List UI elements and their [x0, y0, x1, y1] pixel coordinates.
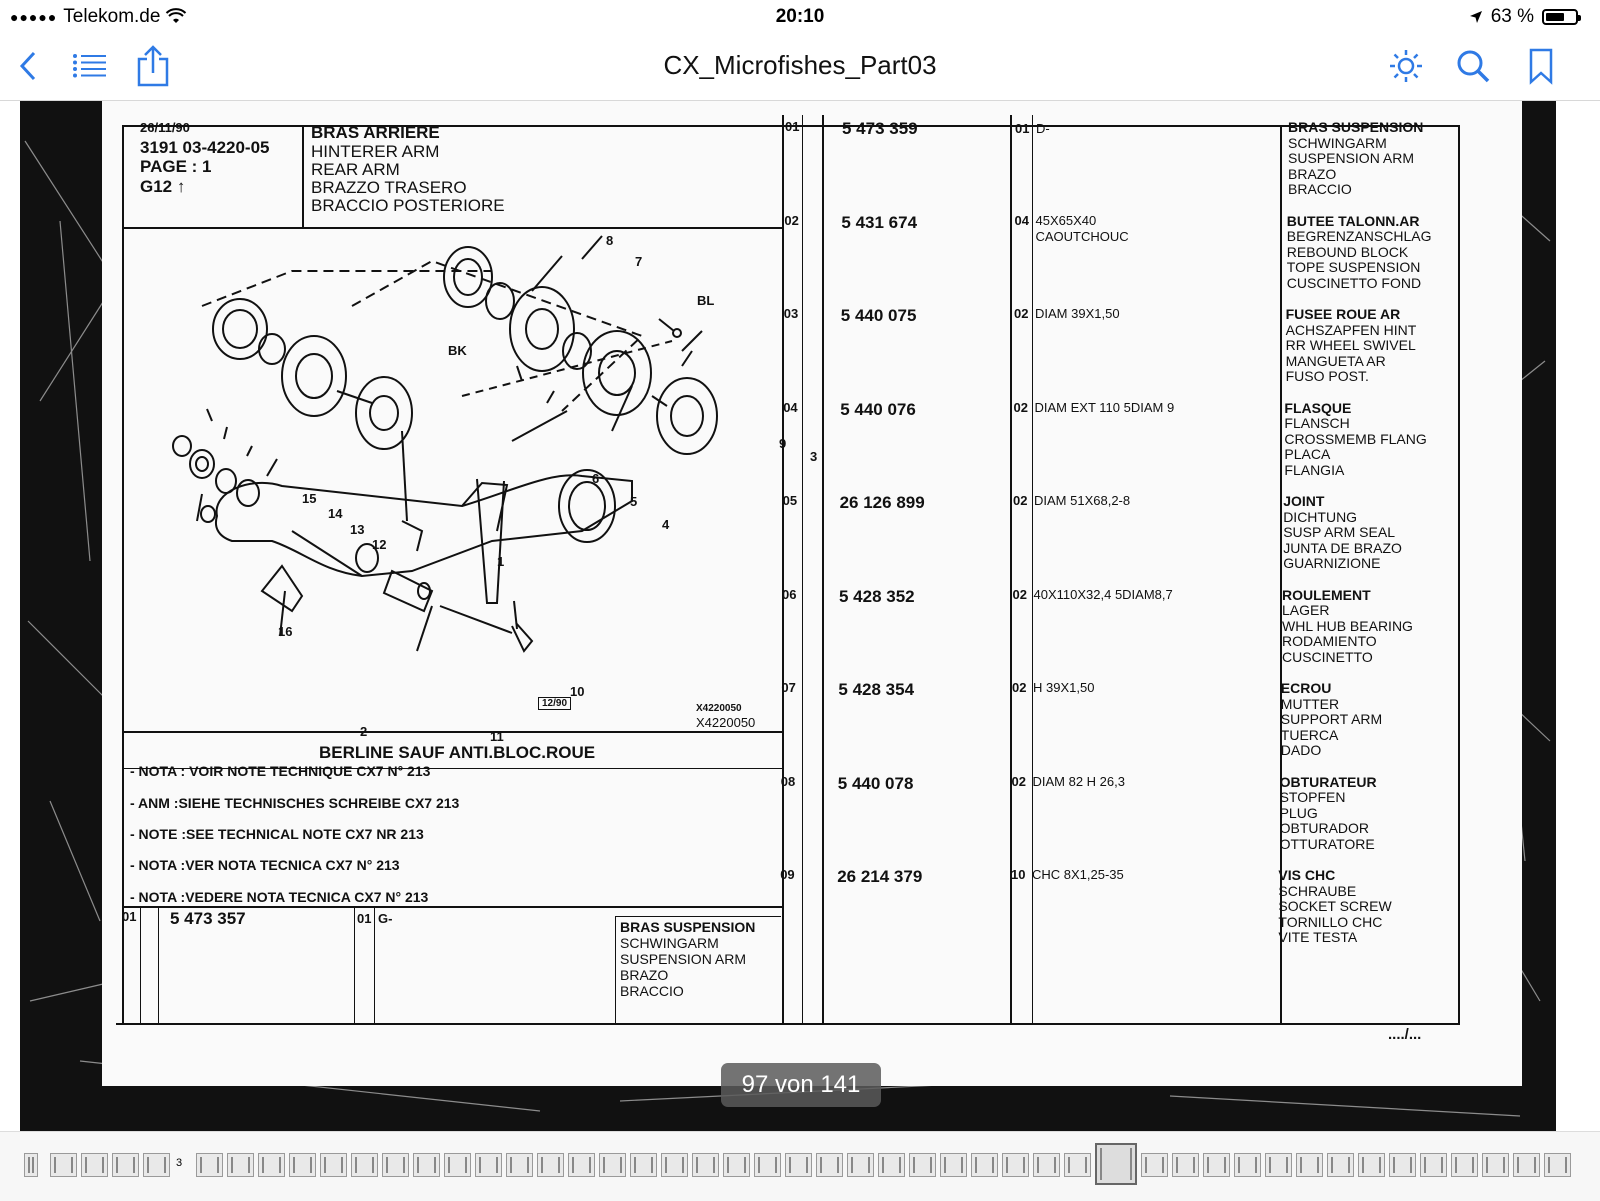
navigation-bar — [0, 34, 1600, 101]
page-thumbnail[interactable] — [1265, 1153, 1292, 1177]
location-arrow-icon — [1469, 10, 1483, 24]
parts-catalog-page — [102, 101, 1522, 1086]
part-description: CUSCINETTO FOND — [1286, 274, 1422, 291]
part-description: SCHRAUBE — [1278, 882, 1357, 899]
page-thumbnail[interactable] — [1002, 1153, 1029, 1177]
part-description: PLUG — [1279, 804, 1318, 821]
note-fr: - NOTA : VOIR NOTE TECHNIQUE CX7 N° 213 — [130, 763, 431, 779]
bottom-row-desc-en: SUSPENSION ARM — [620, 951, 747, 967]
page-thumbnail[interactable] — [723, 1153, 750, 1177]
current-page-thumbnail[interactable] — [1095, 1143, 1137, 1185]
part-description: SUSPENSION ARM — [1288, 150, 1415, 166]
part-item-number: 02 — [784, 212, 799, 228]
part-description: ACHSZAPFEN HINT — [1285, 321, 1417, 338]
diagram-label-2: 2 — [360, 724, 368, 739]
part-description: FUSO POST. — [1285, 368, 1369, 384]
part-number: 5 428 354 — [838, 680, 915, 699]
part-description: BRACCIO — [1288, 181, 1352, 197]
part-description: OTTURATORE — [1279, 835, 1375, 852]
part-spec: D- — [1036, 121, 1050, 136]
part-description: MANGUETA AR — [1285, 352, 1386, 369]
page-thumbnail[interactable] — [382, 1153, 409, 1177]
part-quantity: 04 — [1014, 212, 1029, 228]
part-description: SCHWINGARM — [1288, 134, 1387, 151]
page-thumbnail[interactable] — [1296, 1153, 1323, 1177]
page-thumbnail[interactable] — [661, 1153, 688, 1177]
doc-page-number: PAGE : 1 — [140, 157, 212, 176]
part-quantity: 01 — [1015, 121, 1030, 136]
page-thumbnail[interactable] — [1327, 1153, 1354, 1177]
diagram-label-5: 5 — [630, 494, 638, 509]
document-page — [102, 101, 1522, 1086]
continuation-mark: ..../... — [1388, 1026, 1422, 1043]
diagram-label-14: 14 — [328, 506, 343, 521]
part-description: RODAMIENTO — [1282, 633, 1377, 649]
diagram-label-9: 9 — [779, 436, 787, 451]
part-number: 5 473 359 — [842, 119, 918, 138]
status-bar — [0, 0, 1600, 34]
diagram-label-bk: BK — [448, 343, 467, 358]
brightness-button[interactable] — [1384, 44, 1428, 88]
bottom-row-desc-it: BRACCIO — [620, 983, 684, 999]
page-thumbnail[interactable] — [785, 1153, 812, 1177]
part-description: VIS CHC — [1278, 867, 1336, 883]
part-description: SUSP ARM SEAL — [1283, 524, 1395, 540]
search-icon — [1455, 48, 1491, 84]
doc-title-de: HINTERER ARM — [311, 142, 440, 161]
part-number: 5 440 076 — [840, 399, 916, 419]
page-thumbnail[interactable] — [196, 1153, 223, 1177]
bookmark-icon — [1528, 48, 1554, 84]
diagram-label-6: 6 — [592, 471, 600, 486]
clock: 20:10 — [775, 6, 825, 27]
part-description: LAGER — [1282, 602, 1330, 618]
diagram-label-11: 11 — [490, 729, 504, 744]
part-description: FLANGIA — [1284, 461, 1345, 478]
page-thumbnail[interactable] — [1389, 1153, 1416, 1177]
part-spec: CHC 8X1,25-35 — [1032, 867, 1124, 882]
carrier-name: Telekom.de — [63, 6, 161, 27]
bottom-row-part-number: 5 473 357 — [170, 909, 246, 928]
page-thumbnail[interactable] — [1358, 1153, 1385, 1177]
part-number: 5 440 078 — [837, 773, 914, 793]
page-thumbnail[interactable] — [971, 1153, 998, 1177]
part-number: 5 431 674 — [841, 212, 918, 232]
note-de: - ANM :SIEHE TECHNISCHES SCHREIBE CX7 213 — [130, 795, 460, 811]
bottom-row-desc-es: BRAZO — [620, 967, 669, 983]
page-thumbnail[interactable] — [847, 1153, 874, 1177]
part-description: MUTTER — [1280, 695, 1340, 712]
diagram-label-1: 1 — [497, 554, 505, 569]
bottom-row-desc-de: SCHWINGARM — [620, 935, 719, 951]
brightness-icon — [1388, 48, 1424, 84]
part-number: 5 428 352 — [839, 586, 915, 606]
page-thumbnail[interactable] — [112, 1153, 139, 1177]
battery-level-fill — [1546, 13, 1564, 21]
diagram-ref-box: 12/90 — [538, 697, 571, 710]
part-description: PLACA — [1284, 446, 1331, 462]
doc-grid-ref: G12 ↑ — [140, 177, 186, 196]
page-thumbnail[interactable] — [1203, 1153, 1230, 1177]
page-thumbnail-strip[interactable] — [0, 1131, 1600, 1201]
section-title: BERLINE SAUF ANTI.BLOC.ROUE — [319, 743, 596, 762]
diagram-label-7: 7 — [635, 254, 643, 269]
part-quantity: 02 — [1012, 680, 1027, 695]
part-item-number: 08 — [780, 773, 796, 789]
part-item-number: 09 — [780, 867, 795, 882]
page-thumbnail[interactable] — [1420, 1153, 1447, 1177]
page-thumbnail[interactable] — [506, 1153, 533, 1177]
part-quantity: 02 — [1013, 399, 1028, 415]
part-description: FLASQUE — [1284, 399, 1352, 416]
battery-percent: 63 % — [1490, 6, 1534, 27]
part-quantity: 02 — [1014, 306, 1029, 321]
page-thumbnail[interactable] — [878, 1153, 905, 1177]
diagram-label-4: 4 — [662, 517, 670, 532]
page-thumbnail[interactable] — [1544, 1153, 1571, 1177]
doc-title-fr: BRAS ARRIERE — [311, 123, 440, 142]
part-description: DICHTUNG — [1283, 508, 1358, 525]
part-number: 26 214 379 — [837, 867, 923, 886]
page-thumbnail[interactable] — [1482, 1153, 1509, 1177]
note-es: - NOTA :VER NOTA TECNICA CX7 N° 213 — [130, 857, 400, 873]
diagram-code-b: X4220050 — [696, 715, 756, 730]
doc-reference: 3191 03-4220-05 — [140, 138, 270, 157]
page-thumbnail[interactable] — [1234, 1153, 1261, 1177]
page-thumbnail[interactable] — [909, 1153, 936, 1177]
note-it: - NOTA :VEDERE NOTA TECNICA CX7 N° 213 — [130, 889, 429, 905]
part-description: TORNILLO CHC — [1278, 913, 1383, 930]
part-description: BRAS SUSPENSION — [1288, 119, 1424, 135]
page-thumbnail[interactable] — [1064, 1153, 1091, 1177]
page-thumbnail[interactable] — [630, 1153, 657, 1177]
part-description: GUARNIZIONE — [1283, 555, 1381, 571]
part-description: RR WHEEL SWIVEL — [1285, 337, 1416, 353]
part-spec: H 39X1,50 — [1033, 680, 1095, 695]
part-description: BRAZO — [1288, 165, 1337, 182]
page-thumbnail[interactable] — [289, 1153, 316, 1177]
part-description: BEGRENZANSCHLAG — [1286, 228, 1432, 244]
diagram-label-3: 3 — [810, 449, 818, 464]
part-number: 26 126 899 — [839, 493, 925, 512]
page-thumbnail[interactable] — [320, 1153, 347, 1177]
bottom-row-item: 01 — [122, 909, 137, 924]
doc-title-it: BRACCIO POSTERIORE — [311, 196, 505, 215]
part-spec: DIAM 82 H 26,3 — [1032, 773, 1125, 789]
page-thumbnail[interactable] — [816, 1153, 843, 1177]
page-thumbnail[interactable] — [754, 1153, 781, 1177]
page-thumbnail[interactable] — [351, 1153, 378, 1177]
part-description: OBTURATEUR — [1279, 773, 1377, 790]
part-description: SOCKET SCREW — [1278, 898, 1392, 914]
doc-title-es: BRAZZO TRASERO — [311, 178, 467, 197]
document-title: CX_Microfishes_Part03 — [663, 50, 937, 80]
part-quantity: 02 — [1013, 493, 1028, 508]
part-description: JUNTA DE BRAZO — [1283, 539, 1402, 556]
page-thumbnail[interactable] — [1033, 1153, 1060, 1177]
diagram-label-15: 15 — [302, 491, 317, 506]
part-description: DADO — [1280, 742, 1322, 758]
part-item-number: 04 — [783, 399, 798, 415]
diagram-label-8: 8 — [606, 233, 614, 248]
diagram-label-13: 13 — [350, 522, 365, 537]
page-indicator: 97 von 141 — [721, 1063, 881, 1107]
part-item-number: 06 — [782, 586, 797, 602]
part-description: OBTURADOR — [1279, 820, 1370, 836]
part-description: FUSEE ROUE AR — [1285, 306, 1401, 322]
part-description: ROULEMENT — [1282, 586, 1371, 603]
page-thumbnail[interactable] — [1172, 1153, 1199, 1177]
diagram-label-12: 12 — [372, 537, 387, 552]
page-thumbnail[interactable] — [568, 1153, 595, 1177]
bottom-row-qty: 01 — [357, 911, 372, 926]
doc-date: 26/11/90 — [140, 120, 190, 135]
page-thumbnail[interactable] — [1451, 1153, 1478, 1177]
part-description: CUSCINETTO — [1282, 648, 1373, 665]
diagram-label-bl: BL — [697, 293, 715, 308]
part-item-number: 01 — [785, 119, 800, 134]
part-item-number: 03 — [783, 306, 799, 321]
note-en: - NOTE :SEE TECHNICAL NOTE CX7 NR 213 — [130, 826, 424, 842]
bookmark-button[interactable] — [1519, 44, 1563, 88]
page-thumbnail[interactable] — [1141, 1153, 1168, 1177]
part-spec: 45X65X40 — [1035, 212, 1097, 228]
part-description: VITE TESTA — [1278, 929, 1358, 945]
part-description: WHL HUB BEARING — [1282, 617, 1413, 634]
page-thumbnail[interactable] — [599, 1153, 626, 1177]
bottom-row-desc-fr: BRAS SUSPENSION — [620, 919, 756, 935]
part-description: BUTEE TALONN.AR — [1286, 212, 1420, 229]
bottom-row-spec: G- — [378, 911, 393, 926]
part-description: STOPFEN — [1279, 789, 1346, 805]
page-thumbnail[interactable] — [1513, 1153, 1540, 1177]
page-thumbnail[interactable] — [413, 1153, 440, 1177]
part-quantity: 02 — [1012, 586, 1027, 602]
part-item-number: 07 — [781, 680, 796, 695]
part-description: JOINT — [1283, 493, 1325, 509]
page-thumbnail[interactable] — [940, 1153, 967, 1177]
part-spec: DIAM EXT 110 5DIAM 9 — [1034, 399, 1175, 415]
thumbnail-section-label: 3 — [176, 1157, 183, 1169]
search-button[interactable] — [1451, 44, 1495, 88]
part-description: CROSSMEMB FLANG — [1284, 430, 1427, 447]
part-description: TUERCA — [1280, 726, 1339, 743]
diagram-code-a: X4220050 — [696, 703, 742, 714]
pdf-viewer[interactable] — [0, 101, 1600, 1131]
page-thumbnail[interactable] — [692, 1153, 719, 1177]
page-thumbnail[interactable] — [444, 1153, 471, 1177]
doc-title-en: REAR ARM — [311, 160, 400, 179]
diagram-label-10: 10 — [570, 684, 585, 699]
part-spec: DIAM 51X68,2-8 — [1034, 493, 1131, 508]
page-thumbnail[interactable] — [258, 1153, 285, 1177]
part-description: SUPPORT ARM — [1280, 711, 1383, 727]
part-number: 5 440 075 — [840, 306, 917, 325]
page-thumbnail[interactable] — [227, 1153, 254, 1177]
diagram-label-16: 16 — [278, 624, 293, 639]
part-description: FLANSCH — [1284, 415, 1350, 431]
part-item-number: 05 — [782, 493, 798, 508]
page-thumbnail[interactable] — [143, 1153, 170, 1177]
page-thumbnail[interactable] — [50, 1153, 77, 1177]
page-thumbnail[interactable] — [81, 1153, 108, 1177]
page-thumbnail[interactable] — [475, 1153, 502, 1177]
battery-icon — [1542, 9, 1578, 25]
part-quantity: 10 — [1011, 867, 1026, 882]
part-description: REBOUND BLOCK — [1286, 243, 1409, 260]
page-thumbnail[interactable] — [24, 1153, 38, 1177]
part-spec: DIAM 39X1,50 — [1035, 306, 1120, 321]
part-description: TOPE SUSPENSION — [1286, 259, 1421, 275]
page-thumbnail[interactable] — [537, 1153, 564, 1177]
part-spec: CAOUTCHOUC — [1035, 228, 1129, 244]
part-spec: 40X110X32,4 5DIAM8,7 — [1033, 586, 1173, 602]
part-quantity: 02 — [1011, 773, 1026, 789]
part-description: ECROU — [1280, 680, 1332, 696]
signal-strength-icon: ●●●●● — [10, 9, 58, 25]
